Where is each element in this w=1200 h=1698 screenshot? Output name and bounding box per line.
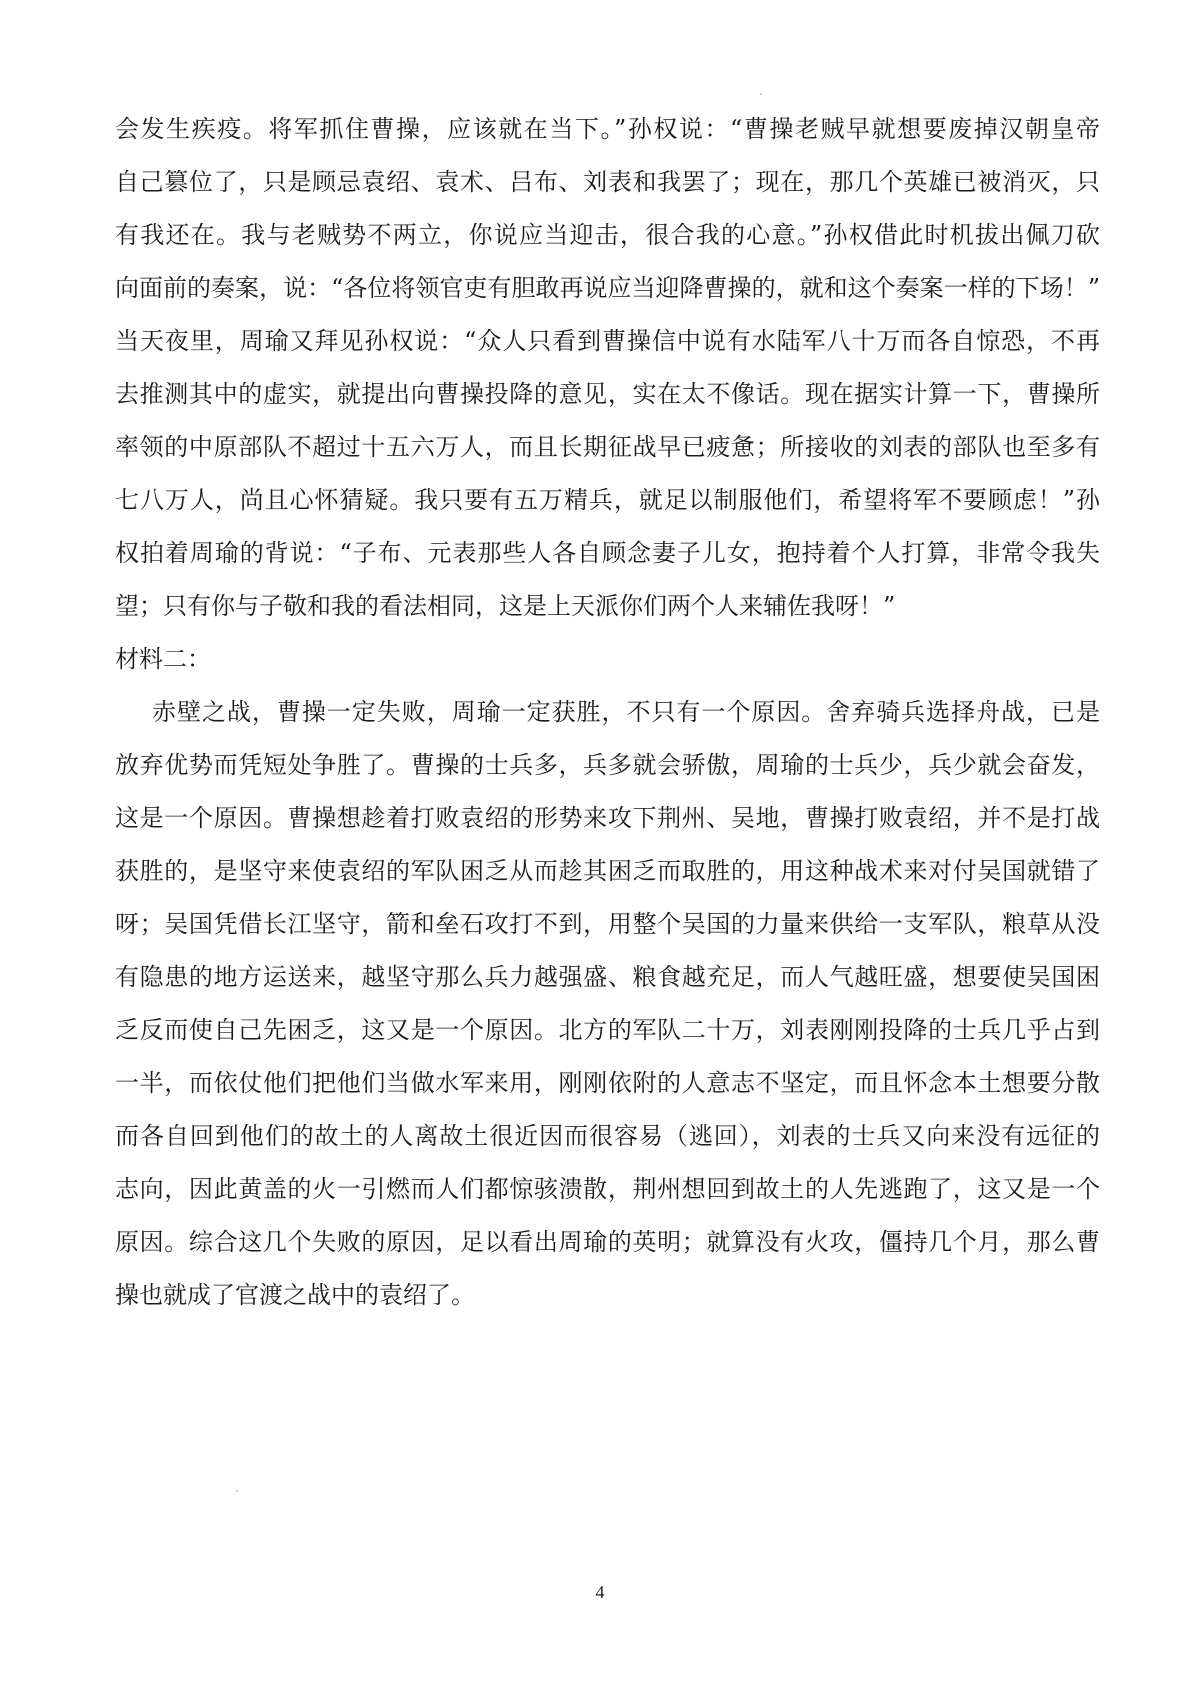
section-heading: 材料二： [115,645,211,673]
text-line: 当天夜里，周瑜又拜见孙权说：“众人只看到曹操信中说有水陆军八十万而各自惊恐，不再 [115,327,1100,355]
text-line: 去推测其中的虚实，就提出向曹操投降的意见，实在太不像话。现在据实计算一下，曹操所 [115,380,1100,408]
text-line: 一半，而依仗他们把他们当做水军来用，刚刚依附的人意志不坚定，而且怀念本土想要分散 [115,1069,1100,1097]
text-line: 会发生疾疫。将军抓住曹操，应该就在当下。”孙权说：“曹操老贼早就想要废掉汉朝皇帝 [115,115,1100,143]
text-line: 望；只有你与子敬和我的看法相同，这是上天派你们两个人来辅佐我呀！” [115,592,896,620]
text-line: 而各自回到他们的故土的人离故土很近因而很容易（逃回），刘表的士兵又向来没有远征的 [115,1122,1100,1150]
text-line: 呀；吴国凭借长江坚守，箭和垒石攻打不到，用整个吴国的力量来供给一支军队，粮草从没 [115,910,1100,938]
text-line: 原因。综合这几个失败的原因，足以看出周瑜的英明；就算没有火攻，僵持几个月，那么曹 [115,1228,1100,1256]
material-one-continuation [115,103,1100,633]
text-line: 自己篡位了，只是顾忌袁绍、袁术、吕布、刘表和我罢了；现在，那几个英雄已被消灭，只 [115,168,1100,196]
text-line: 乏反而使自己先困乏，这又是一个原因。北方的军队二十万，刘表刚刚投降的士兵几乎占到 [115,1016,1100,1044]
scan-speck [760,93,762,95]
page-number: 4 [595,1582,605,1602]
text-line: 这是一个原因。曹操想趁着打败袁绍的形势来攻下荆州、吴地，曹操打败袁绍，并不是打战 [115,804,1100,832]
text-line: 赤壁之战，曹操一定失败，周瑜一定获胜，不只有一个原因。舍弃骑兵选择舟战，已是 [152,698,1100,726]
text-line: 率领的中原部队不超过十五六万人，而且长期征战早已疲惫；所接收的刘表的部队也至多有 [115,433,1100,461]
material-two [115,633,1100,1322]
text-line: 有隐患的地方运送来，越坚守那么兵力越强盛、粮食越充足，而人气越旺盛，想要使吴国困 [115,963,1100,991]
text-line: 放弃优势而凭短处争胜了。曹操的士兵多，兵多就会骄傲，周瑜的士兵少，兵少就会奋发， [115,751,1100,779]
text-line: 志向，因此黄盖的火一引燃而人们都惊骇溃散，荆州想回到故土的人先逃跑了，这又是一个 [115,1175,1100,1203]
text-line: 权拍着周瑜的背说：“子布、元表那些人各自顾念妻子儿女，抱持着个人打算，非常令我失 [115,539,1100,567]
scan-speck [236,1490,238,1492]
text-line: 七八万人，尚且心怀猜疑。我只要有五万精兵，就足以制服他们，希望将军不要顾虑！”孙 [115,486,1100,514]
text-line: 获胜的，是坚守来使袁绍的军队困乏从而趁其困乏而取胜的，用这种战术来对付吴国就错了 [115,857,1100,885]
text-line: 有我还在。我与老贼势不两立，你说应当迎击，很合我的心意。”孙权借此时机拔出佩刀砍 [115,221,1100,249]
text-line: 操也就成了官渡之战中的袁绍了。 [115,1281,475,1309]
text-line: 向面前的奏案，说：“各位将领官吏有胆敢再说应当迎降曹操的，就和这个奏案一样的下场！” [115,274,1100,302]
